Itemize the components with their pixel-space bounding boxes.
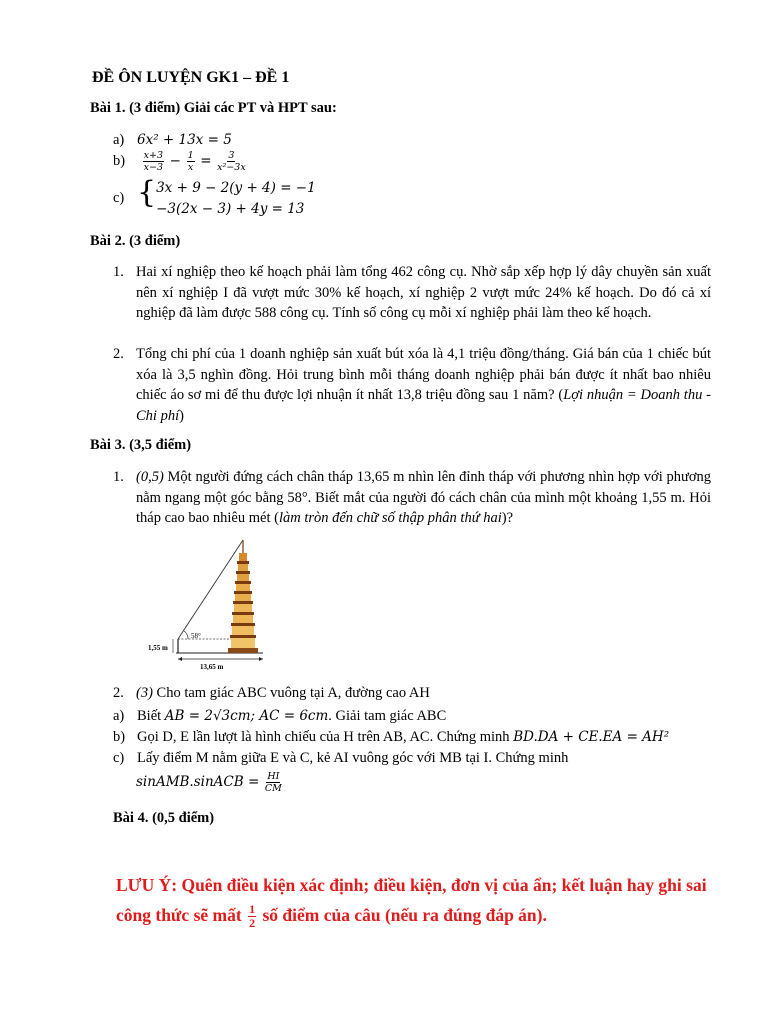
bai3-b-math: BD.DA + CE.EA = AH² bbox=[513, 729, 670, 745]
bai1-b-label: b) bbox=[113, 152, 126, 169]
page-title: ĐỀ ÔN LUYỆN GK1 – ĐỀ 1 bbox=[92, 69, 290, 86]
bai2-item1-text: Hai xí nghiệp theo kế hoạch phải làm tổng 462 công cụ. Nhờ sắp xếp hợp lý dây chuyền sản xuất nên xí nghiệp I đã vượt mức 30% kế hoạch, xí nghiệp 2 vượt mức 24% kế hoạch. Do đó cả xí nghiệp đã làm được 588 công cụ. Tính số công cụ mỗi xí nghiệp phải làm theo kế hoạch. bbox=[136, 264, 711, 321]
bai3-a-math: AB = 2√3cm; AC = 6cm bbox=[164, 708, 329, 724]
bai3-b bbox=[113, 727, 669, 748]
bai1-b-fraction-3: $\frac{3}{\text{x²−3x}}$ bbox=[217, 150, 246, 173]
bai3-a-text2: . Giải tam giác ABC bbox=[328, 708, 447, 724]
bai3-item1-end: )? bbox=[501, 510, 514, 526]
bai3-b-text: Gọi D, E lần lượt là hình chiếu của H trên AB, AC. Chứng minh bbox=[137, 729, 514, 745]
bai2-item2-number: 2. bbox=[113, 346, 124, 362]
bai3-heading: Bài 3. (3,5 điểm) bbox=[90, 437, 192, 453]
bai2-item2-text bbox=[136, 344, 711, 426]
bai1-heading: Bài 1. (3 điểm) Giải các PT và HPT sau: bbox=[90, 100, 337, 116]
bai3-item1-text bbox=[136, 467, 711, 529]
bai3-c-math: sinAMB.sinACB = bbox=[136, 773, 260, 790]
bai2-item2-end: ) bbox=[179, 407, 184, 424]
note-fraction: $\frac{1}{2}$ bbox=[249, 902, 256, 931]
bai1-b-fraction-2: $\frac{1}{x}$ bbox=[187, 150, 194, 173]
fig-height-label: 1,55 m bbox=[148, 644, 168, 652]
bai1-c bbox=[113, 175, 316, 219]
bai1-a-equation: 6x² + 13x = 5 bbox=[137, 132, 232, 148]
bai2-item2-italic: Lợi nhuận = Doanh thu - Chi phí bbox=[136, 387, 711, 424]
bai2-item1-number: 1. bbox=[113, 264, 124, 280]
bai1-b-minus: − bbox=[169, 152, 181, 169]
warning-note bbox=[116, 870, 736, 930]
bai3-item2-points: (3) bbox=[136, 685, 153, 701]
fig-angle-label: 58° bbox=[191, 632, 201, 640]
system-brace: { bbox=[137, 175, 157, 210]
bai3-item1-italic: làm tròn đến chữ số thập phân thứ hai bbox=[278, 510, 502, 526]
bai2-item2-body: Tổng chi phí của 1 doanh nghiệp sản xuất bút xóa là 4,1 triệu đồng/tháng. Giá bán của 1 chiếc bút xóa là 3,5 nghìn đồng. Hỏi trung bình mỗi tháng doanh nghiệp phải bán được ít nhất bao nhiêu chiếc áo sơ mi để thu được lợi nhuận ít nhất 13,8 triệu đồng sau 1 năm? ( bbox=[136, 346, 711, 403]
bai1-b-equals: = bbox=[200, 152, 212, 169]
fig-distance-label: 13,65 m bbox=[200, 663, 224, 671]
bai3-c-formula bbox=[136, 771, 284, 794]
bai3-item1-body: Một người đứng cách chân tháp 13,65 m nhìn lên đỉnh tháp với phương nhìn hợp với phương nằm ngang một góc bằng 58°. Biết mắt của người đó cách chân của mình một khoảng 1,55 m. Hỏi tháp cao bao nhiêu mét ( bbox=[136, 469, 711, 526]
bai1-a-label: a) bbox=[113, 132, 125, 148]
bai1-b bbox=[113, 150, 248, 173]
bai3-c bbox=[113, 748, 568, 769]
bai3-item1-number: 1. bbox=[113, 469, 124, 485]
bai3-item1-points: (0,5) bbox=[136, 469, 164, 485]
angle-arc bbox=[184, 631, 188, 639]
bai3-c-fraction: $\frac{HI}{CM}$ bbox=[264, 771, 282, 794]
bai1-a bbox=[113, 130, 232, 151]
bai3-c-text: Lấy điểm M nằm giữa E và C, kẻ AI vuông góc với MB tại I. Chứng minh bbox=[137, 750, 569, 766]
bai3-a-text1: Biết bbox=[137, 708, 165, 724]
bai1-c-eq1: 3x + 9 − 2(y + 4) = −1 bbox=[156, 180, 316, 196]
bai4-heading: Bài 4. (0,5 điểm) bbox=[113, 810, 215, 826]
bai2-heading: Bài 2. (3 điểm) bbox=[90, 233, 181, 249]
tower-drawing bbox=[228, 540, 258, 653]
note-text-2: số điểm của câu (nếu ra đúng đáp án). bbox=[258, 905, 547, 925]
bai3-a bbox=[113, 706, 446, 727]
bai3-a-label: a) bbox=[113, 708, 125, 724]
bai3-item2-text bbox=[136, 683, 711, 704]
bai3-c-label: c) bbox=[113, 750, 125, 766]
bai3-item2-number: 2. bbox=[113, 685, 124, 701]
bai1-c-label: c) bbox=[113, 190, 125, 206]
note-text-1: LƯU Ý: Quên điều kiện xác định; điều kiện, đơn vị của ẩn; kết luận hay ghi sai công thức sẽ mất bbox=[116, 875, 707, 925]
bai3-b-label: b) bbox=[113, 729, 126, 745]
bai1-c-eq2: −3(2x − 3) + 4y = 13 bbox=[156, 200, 305, 217]
bai1-b-fraction-1: $\frac{x+3}{x-3}$ bbox=[143, 150, 163, 173]
bai3-item2-body: Cho tam giác ABC vuông tại A, đường cao AH bbox=[152, 685, 430, 701]
tower-figure bbox=[148, 535, 273, 675]
